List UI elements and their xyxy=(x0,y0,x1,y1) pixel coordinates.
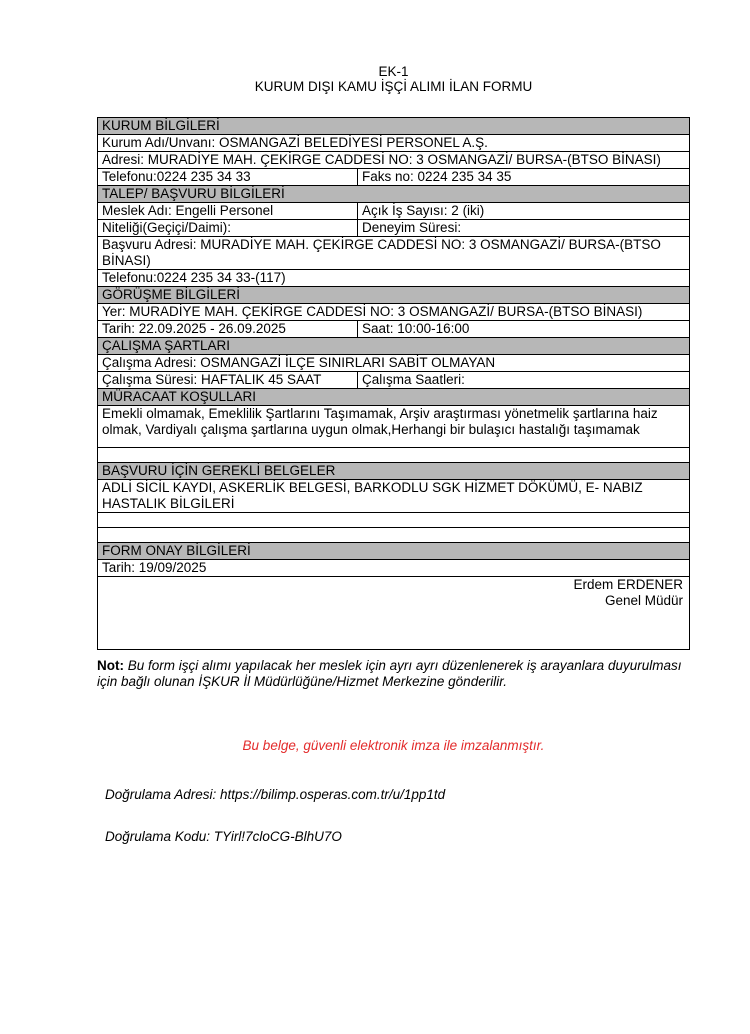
table-row xyxy=(98,321,689,338)
title-form-name: KURUM DIŞI KAMU İŞÇİ ALIMI İLAN FORMU xyxy=(254,79,533,94)
table-row xyxy=(98,513,689,528)
table-cell: FORM ONAY BİLGİLERİ xyxy=(102,543,251,558)
table-row xyxy=(98,304,689,321)
table-cell: Yer: MURADİYE MAH. ÇEKİRGE CADDESİ NO: 3 OSMANGAZİ/ BURSA-(BTSO BİNASI) xyxy=(102,304,643,319)
table-cell: MÜRACAAT KOŞULLARI xyxy=(102,389,257,404)
table-cell: Telefonu:0224 235 34 33 xyxy=(98,169,358,185)
table-cell: Çalışma Adresi: OSMANGAZİ İLÇE SINIRLARI SABİT OLMAYAN xyxy=(102,355,496,370)
table-cell: BAŞVURU İÇİN GEREKLİ BELGELER xyxy=(102,463,336,478)
table-cell: Meslek Adı: Engelli Personel xyxy=(98,203,358,219)
empty-cell xyxy=(98,513,689,527)
signatory-title: Genel Müdür xyxy=(604,593,683,608)
table-cell: Çalışma Süresi: HAFTALIK 45 SAAT xyxy=(98,372,358,388)
table-row xyxy=(98,152,689,169)
table-row xyxy=(98,355,689,372)
table-row xyxy=(98,372,689,389)
table-row xyxy=(98,203,689,220)
note-label: Not: xyxy=(97,658,124,673)
table-row xyxy=(98,406,689,448)
table-row xyxy=(98,528,689,543)
table-cell: Adresi: MURADİYE MAH. ÇEKİRGE CADDESİ NO: 3 OSMANGAZİ/ BURSA-(BTSO BİNASI) xyxy=(102,152,661,167)
empty-cell xyxy=(98,528,689,542)
section-header-row xyxy=(98,287,689,304)
section-header-row xyxy=(98,118,689,135)
table-cell: Faks no: 0224 235 34 35 xyxy=(362,169,512,184)
esign-notice: Bu belge, güvenli elektronik imza ile imzalanmıştır. xyxy=(242,738,545,753)
note-text: Bu form işçi alımı yapılacak her meslek için ayrı ayrı düzenlenerek iş arayanlara duyurulması için bağlı olunan İŞKUR İl Müdürlüğüne/Hizmet Merkezine gönderilir. xyxy=(97,658,682,689)
table-cell: Telefonu:0224 235 34 33-(117) xyxy=(102,270,286,285)
table-cell: Tarih: 19/09/2025 xyxy=(102,560,207,575)
table-row xyxy=(98,220,689,237)
title-annex-number: EK-1 xyxy=(378,64,409,79)
section-header-row xyxy=(98,463,689,480)
section-header-row xyxy=(98,338,689,355)
empty-cell xyxy=(98,448,689,462)
table-cell: ADLİ SİCİL KAYDI, ASKERLİK BELGESİ, BARKODLU SGK HİZMET DÖKÜMÜ, E- NABIZ HASTALIK BİLGİLERİ xyxy=(102,480,643,511)
table-cell: Niteliği(Geçiçi/Daimi): xyxy=(98,220,358,236)
table-cell: Tarih: 22.09.2025 - 26.09.2025 xyxy=(98,321,358,337)
table-cell: Çalışma Saatleri: xyxy=(362,372,465,387)
table-cell: Açık İş Sayısı: 2 (iki) xyxy=(362,203,485,218)
table-cell: Deneyim Süresi: xyxy=(362,220,462,235)
table-row xyxy=(98,560,689,577)
note-paragraph xyxy=(97,658,690,690)
table-row xyxy=(98,577,689,649)
table-cell: Başvuru Adresi: MURADİYE MAH. ÇEKİRGE CADDESİ NO: 3 OSMANGAZİ/ BURSA-(BTSO BİNASI) xyxy=(102,237,661,268)
verification-address: Doğrulama Adresi: https://bilimp.osperas.com.tr/u/1pp1td xyxy=(105,787,446,802)
table-row xyxy=(98,237,689,270)
table-cell: Emekli olmamak, Emeklilik Şartlarını Taşımamak, Arşiv araştırması yönetmelik şartlarına haiz olmak, Vardiyalı çalışma şartlarına uygun olmak,Herhangi bir bulaşıcı hastalığı taşımamak xyxy=(102,406,658,437)
document-title xyxy=(97,64,690,94)
verification-code: Doğrulama Kodu: TYirl!7cloCG-BlhU7O xyxy=(105,829,342,844)
signature-block xyxy=(98,577,689,649)
signatory-name: Erdem ERDENER xyxy=(573,577,683,592)
form-table xyxy=(97,117,690,650)
table-cell: Kurum Adı/Unvanı: OSMANGAZİ BELEDİYESİ PERSONEL A.Ş. xyxy=(102,135,488,150)
table-row xyxy=(98,480,689,513)
table-row xyxy=(98,135,689,152)
table-row xyxy=(98,270,689,287)
table-cell: ÇALIŞMA ŞARTLARI xyxy=(102,338,231,353)
table-cell: KURUM BİLGİLERİ xyxy=(102,118,220,133)
document-page xyxy=(97,64,690,844)
section-header-row xyxy=(98,389,689,406)
table-row xyxy=(98,169,689,186)
table-row xyxy=(98,448,689,463)
section-header-row xyxy=(98,543,689,560)
table-cell: GÖRÜŞME BİLGİLERİ xyxy=(102,287,241,302)
table-cell: TALEP/ BAŞVURU BİLGİLERİ xyxy=(102,186,285,201)
section-header-row xyxy=(98,186,689,203)
table-cell: Saat: 10:00-16:00 xyxy=(362,321,470,336)
